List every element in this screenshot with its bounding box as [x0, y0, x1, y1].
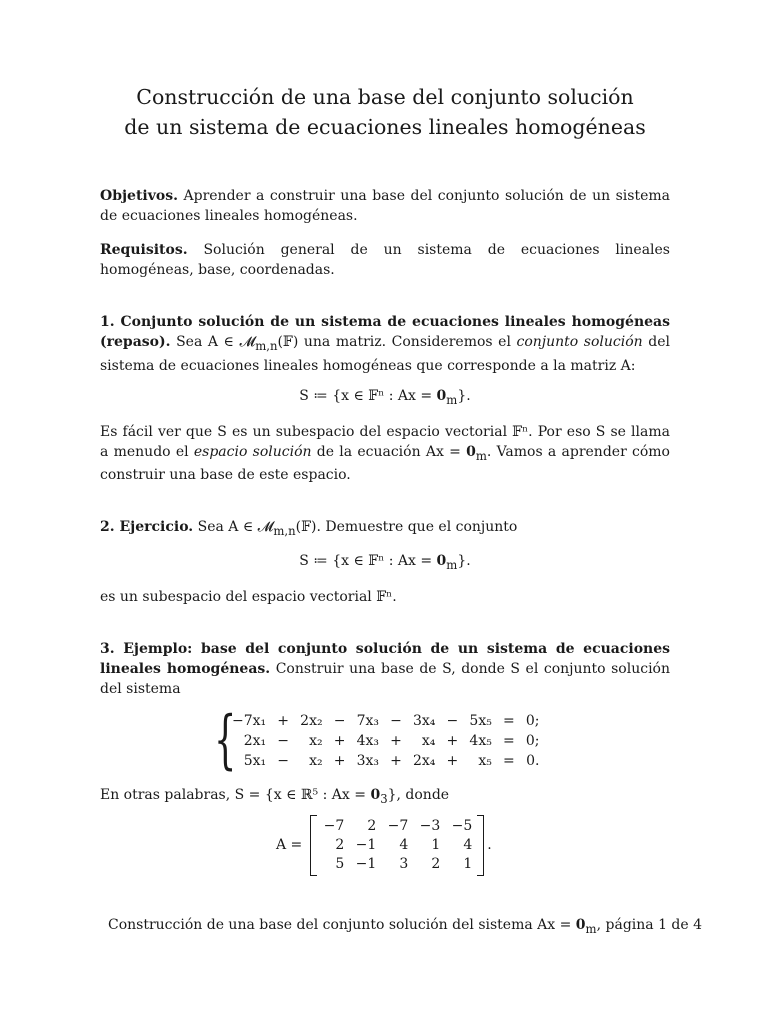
equation-term: −7x₁ [232, 712, 267, 729]
paragraph-text: En otras palabras, S = {x ∈ ℝ⁵ : Ax = [100, 786, 371, 803]
section-2-heading: 2. Ejercicio. [100, 519, 194, 536]
matrix-entry: −1 [355, 855, 377, 872]
formula-exercise-set [100, 551, 670, 575]
equation-term: 5x₁ [243, 752, 267, 769]
paragraph-text: Es fácil ver que S es un subespacio del espacio vectorial 𝔽ⁿ. Por eso S se llama a menudo el [100, 423, 670, 460]
paragraph-text: }, donde [387, 786, 450, 803]
equation-term: 2x₄ [413, 752, 436, 769]
section-1-after [100, 422, 670, 486]
left-bracket [310, 815, 317, 876]
equation-term: + [390, 732, 402, 749]
page-number: , página 1 de 4 [596, 917, 703, 933]
subscript: m [446, 392, 458, 407]
equation-term: + [277, 712, 290, 729]
equation-term: + [390, 752, 402, 769]
equation-term: 0. [526, 752, 540, 769]
left-brace: { [214, 702, 237, 777]
equation-term: − [333, 712, 346, 729]
equation-term: x₂ [309, 752, 323, 769]
matrix-entry: −7 [387, 817, 409, 834]
objetivos-text: Aprender a construir una base del conjunto solución de un sistema de ecuaciones lineales homogéneas. [100, 188, 670, 224]
matrix-entry: 3 [399, 855, 409, 872]
other-words-paragraph [100, 785, 670, 809]
page-footer [108, 917, 703, 936]
zero-vector: 0 [436, 553, 447, 570]
matrix-display [276, 815, 670, 876]
equation-table [228, 711, 543, 771]
matrix-table [317, 817, 477, 874]
formula-text: S ≔ {x ∈ 𝔽ⁿ : Ax = [299, 387, 437, 404]
equation-term: x₂ [309, 732, 323, 749]
equation-term: + [333, 752, 346, 769]
subscript: m [585, 921, 597, 936]
matrix-entry: −3 [419, 817, 441, 834]
equation-term: x₄ [421, 732, 436, 749]
matrix-entry: 2 [335, 836, 345, 853]
equation-term: = [502, 752, 515, 769]
section-1-text: Sea A ∈ 𝓜 [176, 334, 256, 350]
equation-term: − [277, 752, 290, 769]
zero-vector: 0 [436, 387, 447, 404]
section-3-heading: 3. Ejemplo: base del conjunto solución de un sistema de ecuaciones lineales homogéneas. [100, 640, 670, 677]
equation-term: x₅ [478, 752, 492, 769]
paragraph-text: . Vamos a aprender cómo construir una base de este espacio. [100, 443, 670, 484]
formula-text: }. [457, 553, 471, 570]
subscript: m [475, 448, 487, 463]
section-1-heading: 1. Conjunto solución de un sistema de ecuaciones lineales homogéneas (repaso). [100, 314, 670, 350]
subscript: m,n [273, 524, 296, 539]
title-line-2: de un sistema de ecuaciones lineales homogéneas [124, 115, 646, 139]
matrix-entry: 1 [463, 855, 473, 872]
formula-text: }. [457, 387, 471, 404]
matrix-row [317, 817, 477, 836]
page-title [100, 82, 670, 142]
linear-system [214, 702, 670, 777]
matrix-end: . [487, 837, 492, 854]
objetivos-paragraph [100, 186, 670, 226]
equation-term: 7x₃ [356, 712, 379, 729]
equation-term: 0; [525, 712, 540, 729]
matrix-entry: −5 [451, 817, 473, 834]
document-page [100, 82, 670, 876]
objetivos-label: Objetivos. [100, 188, 178, 204]
equation-term: + [446, 732, 459, 749]
equation-term: 3x₄ [413, 712, 436, 729]
section-1 [100, 312, 670, 376]
equation-term: 5x₅ [469, 712, 492, 729]
section-2-after: es un subespacio del espacio vectorial 𝔽ⁿ. [100, 588, 397, 605]
equation-term: 2x₁ [243, 732, 267, 749]
matrix-row [317, 855, 477, 874]
equation-term: = [502, 712, 515, 729]
requisitos-paragraph [100, 240, 670, 280]
zero-vector: 0 [466, 443, 476, 460]
section-2-text: Sea A ∈ 𝓜 [197, 519, 274, 536]
equation-term: 3x₃ [356, 752, 379, 769]
matrix-entry: −7 [323, 817, 345, 834]
equation-row [228, 751, 543, 771]
zero-vector: 0 [370, 786, 381, 803]
equation-row [228, 731, 543, 751]
matrix-entry: 2 [431, 855, 441, 872]
equation-term: 2x₂ [300, 712, 323, 729]
formula-solution-set [100, 386, 670, 410]
right-bracket [477, 815, 484, 876]
equation-term: − [277, 732, 290, 749]
title-line-1: Construcción de una base del conjunto solución [136, 85, 634, 109]
section-3 [100, 639, 670, 699]
paragraph-text: de la ecuación Ax = [311, 443, 467, 460]
equation-term: − [390, 712, 402, 729]
subscript: m [446, 557, 458, 572]
section-2-text: (𝔽). Demuestre que el conjunto [295, 519, 518, 536]
italic-term: espacio solución [193, 443, 312, 460]
matrix-entry: 5 [335, 855, 345, 872]
footer-text: Construcción de una base del conjunto solución del sistema Ax = [108, 917, 576, 933]
matrix-entry: 1 [431, 836, 441, 853]
matrix-entry: 4 [463, 836, 473, 853]
equation-term: 0; [525, 732, 540, 749]
section-1-text: (𝔽) una matriz. Consideremos el [277, 334, 517, 350]
section-3-text: Construir una base de S, donde S el conjunto solución del sistema [100, 660, 670, 697]
section-2 [100, 517, 670, 541]
subscript: 3 [380, 791, 388, 806]
equation-term: + [333, 732, 346, 749]
equation-term: 4x₃ [356, 732, 379, 749]
equation-term: − [446, 712, 459, 729]
italic-term: conjunto solución [516, 334, 643, 350]
subscript: m,n [255, 338, 278, 353]
matrix-row [317, 836, 477, 855]
formula-text: S ≔ {x ∈ 𝔽ⁿ : Ax = [299, 553, 437, 570]
equation-term: = [502, 732, 515, 749]
requisitos-label: Requisitos. [100, 242, 188, 258]
matrix-entry: 4 [399, 836, 409, 853]
section-1-text: del sistema de ecuaciones lineales homogéneas que corresponde a la matriz A: [100, 334, 670, 374]
equation-row [228, 711, 543, 731]
matrix-label: A = [276, 837, 303, 854]
matrix-entry: −1 [355, 836, 377, 853]
zero-vector: 0 [575, 917, 586, 933]
equation-term: 4x₅ [469, 732, 492, 749]
matrix [310, 815, 484, 876]
equation-term: + [446, 752, 459, 769]
requisitos-text: Solución general de un sistema de ecuaciones lineales homogéneas, base, coordenadas. [100, 242, 670, 278]
matrix-entry: 2 [367, 817, 377, 834]
